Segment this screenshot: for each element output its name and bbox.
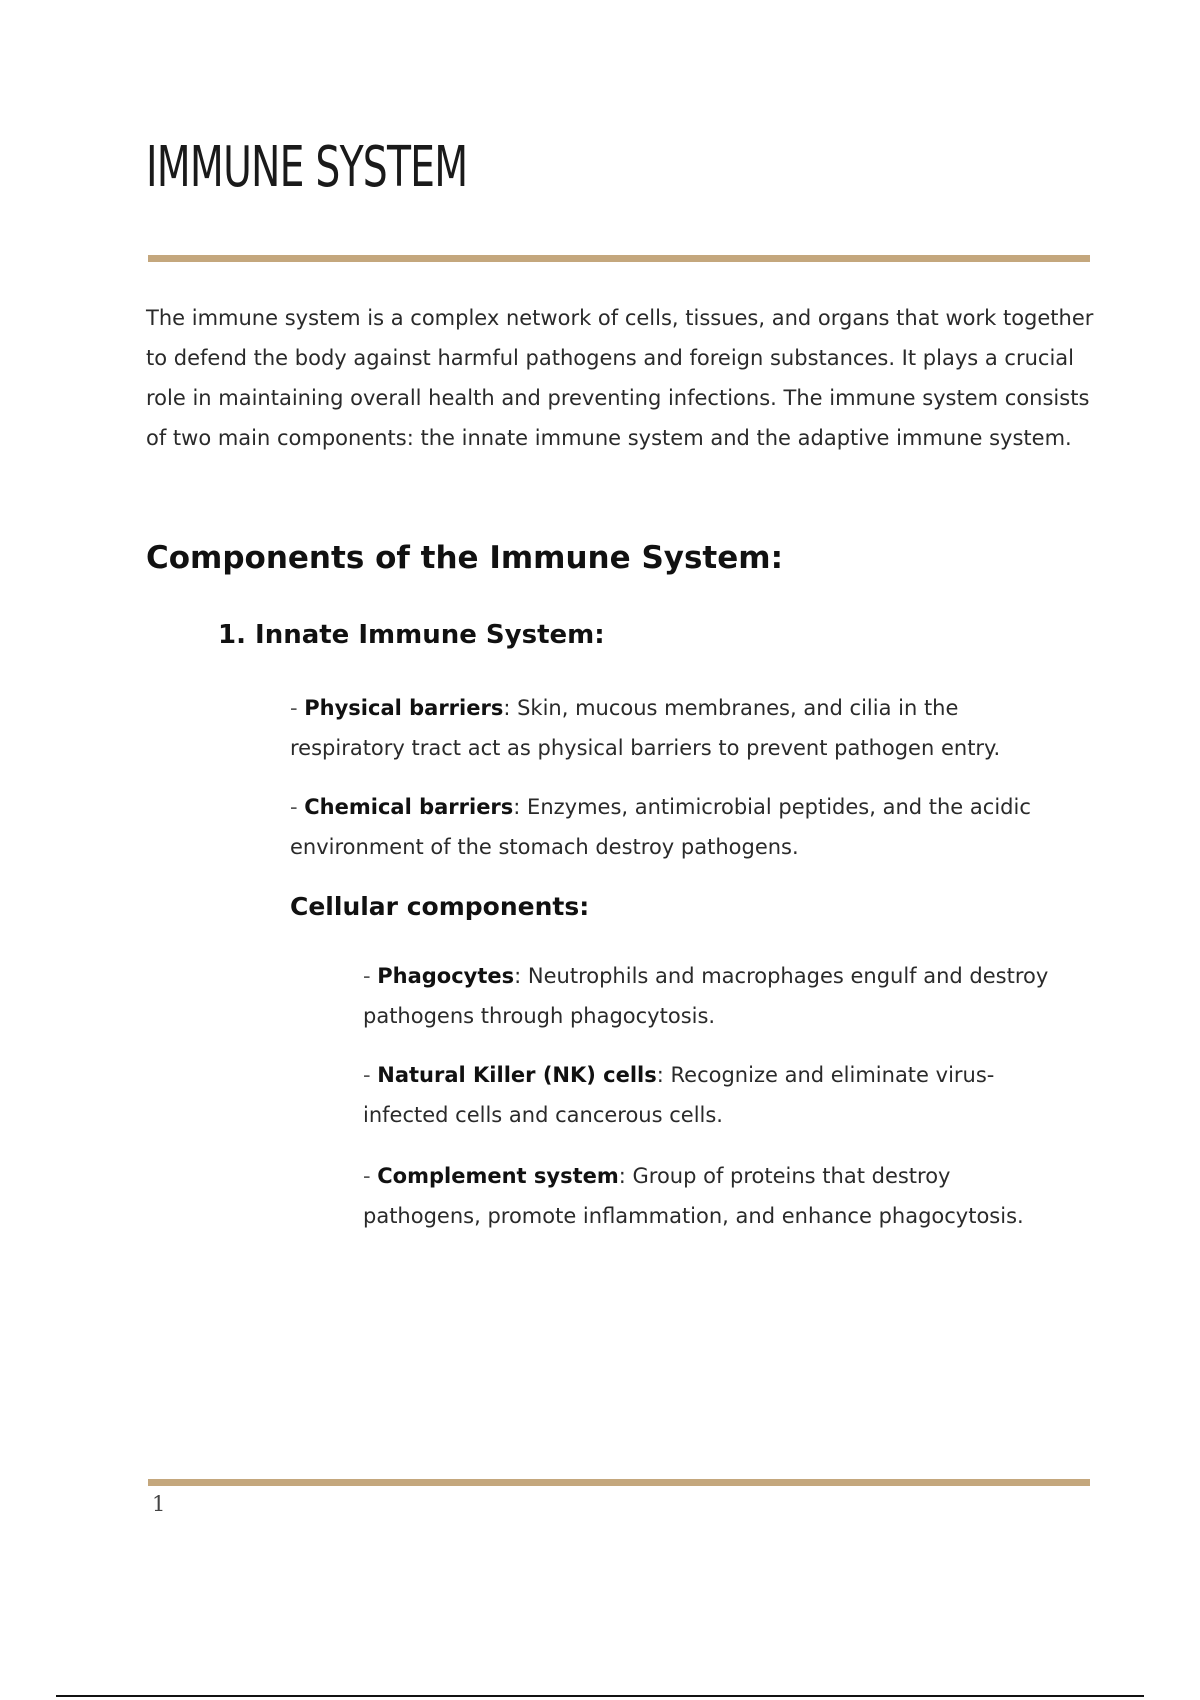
footer-divider xyxy=(148,1479,1090,1486)
intro-paragraph: The immune system is a complex network of cells, tissues, and organs that work together to defend the body against harmful pathogens and foreign substances. It plays a crucial role in maintaining overall health and preventing infections. The immune system consists of two main components: the innate immune system and the adaptive immune system. xyxy=(146,306,1094,450)
page-title: IMMUNE SYSTEM xyxy=(146,135,468,200)
list-item-chemical-barriers xyxy=(290,787,1070,867)
list-item-nk-cells xyxy=(363,1055,1073,1135)
list-item-phagocytes xyxy=(363,956,1073,1036)
list-item-physical-barriers xyxy=(290,688,1070,768)
list-dash: - xyxy=(363,1063,378,1087)
page-number: 1 xyxy=(152,1492,166,1516)
list-term: Complement system xyxy=(377,1164,619,1188)
page-edge-line xyxy=(56,1695,1144,1697)
subsection-heading: 1. Innate Immune System: xyxy=(218,620,605,650)
list-dash: - xyxy=(290,795,305,819)
list-text: : Enzymes, antimicrobial peptides, and the acidic environment of the stomach destroy pathogens. xyxy=(290,795,1031,859)
list-text: : Recognize and eliminate virus-infected cells and cancerous cells. xyxy=(363,1063,995,1127)
list-text: : Skin, mucous membranes, and cilia in the respiratory tract act as physical barriers to prevent pathogen entry. xyxy=(290,696,1001,760)
list-dash: - xyxy=(290,696,305,720)
list-item-complement-system xyxy=(363,1156,1073,1236)
header-divider xyxy=(148,255,1090,262)
list-term: Phagocytes xyxy=(377,964,515,988)
list-term: Natural Killer (NK) cells xyxy=(377,1063,657,1087)
cellular-heading: Cellular components: xyxy=(290,892,590,921)
list-dash: - xyxy=(363,1164,378,1188)
list-term: Physical barriers xyxy=(304,696,504,720)
list-term: Chemical barriers xyxy=(304,795,514,819)
list-dash: - xyxy=(363,964,378,988)
list-text: : Group of proteins that destroy pathogens, promote inflammation, and enhance phagocytosis. xyxy=(363,1164,1024,1228)
list-text: : Neutrophils and macrophages engulf and destroy pathogens through phagocytosis. xyxy=(363,964,1049,1028)
section-heading: Components of the Immune System: xyxy=(146,540,783,576)
